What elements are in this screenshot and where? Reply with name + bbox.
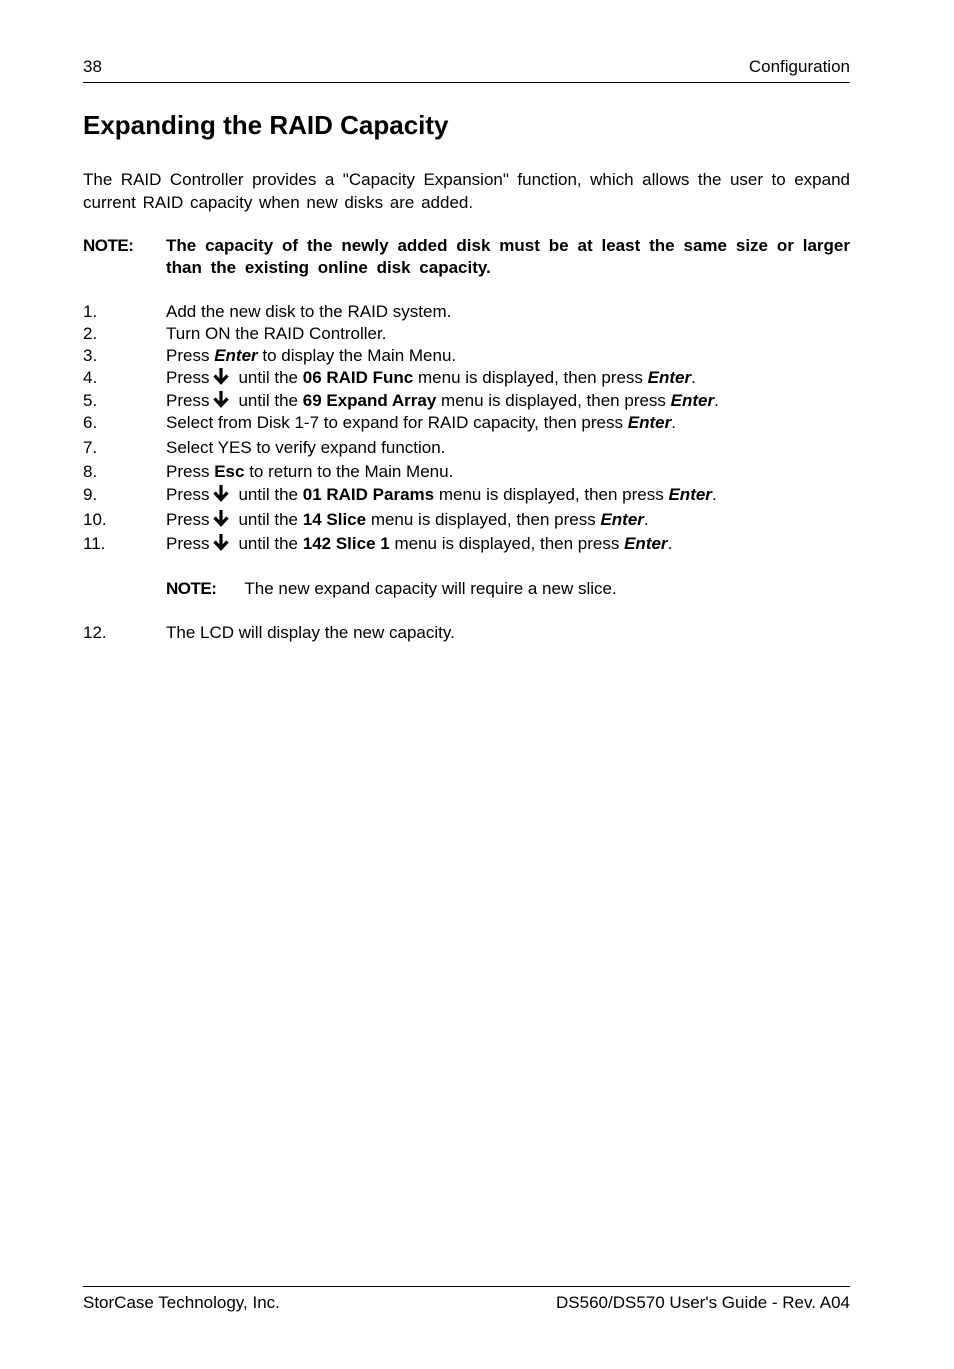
sub-note-text: The new expand capacity will require a new slice.	[244, 579, 617, 598]
menu-name: 142 Slice 1	[302, 534, 390, 553]
step-text: until the	[238, 510, 299, 529]
step-text: .	[671, 413, 676, 432]
step-text: to return to the Main Menu.	[249, 462, 454, 481]
footer-guide: DS560/DS570 User's Guide - Rev. A04	[556, 1293, 850, 1312]
step-text: Add the new disk to the RAID system.	[166, 302, 452, 321]
down-arrow-icon	[212, 367, 230, 385]
step-6	[83, 412, 850, 434]
note-label: NOTE:	[83, 236, 134, 255]
step-text: Press	[166, 391, 210, 410]
down-arrow-icon	[212, 533, 230, 551]
down-arrow-icon	[212, 484, 230, 502]
step-number: 10.	[83, 510, 107, 529]
key-enter: Enter	[647, 368, 692, 387]
step-text: menu is displayed, then press	[418, 368, 643, 387]
step-number: 6.	[83, 413, 98, 432]
menu-name: 69 Expand Array	[302, 391, 437, 410]
key-esc: Esc	[214, 462, 245, 481]
step-text: .	[643, 510, 649, 529]
step-number: 3.	[83, 346, 98, 365]
key-enter: Enter	[627, 413, 672, 432]
step-12	[83, 622, 850, 644]
step-3	[83, 345, 850, 367]
step-number: 9.	[83, 485, 98, 504]
step-2	[83, 323, 850, 345]
step-text: Press	[166, 346, 210, 365]
step-text: .	[711, 485, 717, 504]
header-rule	[83, 82, 850, 83]
sub-note	[166, 578, 617, 600]
page-header	[83, 57, 850, 79]
step-10	[83, 509, 850, 531]
step-text: .	[691, 368, 696, 387]
page-number: 38	[83, 57, 102, 76]
step-text: menu is displayed, then press	[394, 534, 620, 553]
step-number: 5.	[83, 391, 98, 410]
key-enter: Enter	[600, 510, 644, 529]
down-arrow-icon	[212, 390, 230, 408]
step-text: The LCD will display the new capacity.	[166, 623, 455, 642]
step-number: 12.	[83, 623, 107, 642]
menu-name: 14 Slice	[302, 510, 367, 529]
step-text: until the	[238, 368, 299, 387]
intro-paragraph: The RAID Controller provides a "Capacity Expansion" function, which allows the user to expand current RAID capacity when new disks are added.	[83, 170, 850, 212]
step-5	[83, 390, 850, 412]
step-text: Press	[166, 485, 210, 504]
step-text: Press	[166, 368, 210, 387]
step-text: until the	[238, 391, 299, 410]
step-7	[83, 437, 850, 459]
step-11	[83, 533, 850, 555]
step-8	[83, 461, 850, 483]
step-number: 11.	[83, 534, 106, 553]
sub-note-label: NOTE:	[166, 579, 217, 598]
menu-name: 01 RAID Params	[302, 485, 435, 504]
step-text: .	[714, 391, 719, 410]
step-9	[83, 484, 850, 506]
step-text: until the	[238, 534, 299, 553]
step-text: to display the Main Menu.	[262, 346, 457, 365]
step-number: 2.	[83, 324, 98, 343]
step-text: Press	[166, 534, 210, 553]
key-enter: Enter	[214, 346, 258, 365]
step-4	[83, 367, 850, 389]
footer-company: StorCase Technology, Inc.	[83, 1293, 280, 1312]
step-number: 1.	[83, 302, 98, 321]
step-text: Press	[166, 462, 210, 481]
step-text: menu is displayed, then press	[370, 510, 596, 529]
step-text: Press	[166, 510, 210, 529]
key-enter: Enter	[624, 534, 668, 553]
key-enter: Enter	[668, 485, 712, 504]
step-number: 8.	[83, 462, 98, 481]
step-text: Select from Disk 1-7 to expand for RAID capacity, then press	[166, 413, 623, 432]
step-1	[83, 301, 850, 323]
step-text: Turn ON the RAID Controller.	[166, 324, 387, 343]
footer-rule	[83, 1286, 850, 1287]
note-text: The capacity of the newly added disk must be at least the same size or larger than the existing online disk capacity.	[166, 236, 850, 277]
step-text: menu is displayed, then press	[441, 391, 666, 410]
step-number: 4.	[83, 368, 98, 387]
step-text: Select YES to verify expand function.	[166, 438, 446, 457]
menu-name: 06 RAID Func	[302, 368, 414, 387]
section-title: Configuration	[748, 57, 850, 76]
step-text: until the	[238, 485, 299, 504]
page-title: Expanding the RAID Capacity	[83, 110, 449, 140]
step-number: 7.	[83, 438, 98, 457]
key-enter: Enter	[670, 391, 715, 410]
step-text: menu is displayed, then press	[438, 485, 664, 504]
down-arrow-icon	[212, 509, 230, 527]
step-text: .	[667, 534, 673, 553]
